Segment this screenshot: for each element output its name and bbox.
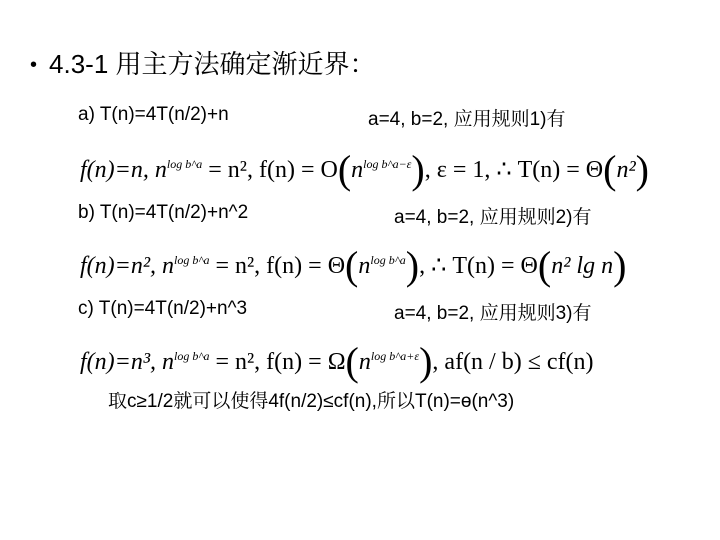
case-c-label: c) T(n)=4T(n/2)+n^3 — [78, 298, 248, 319]
case-c-params: a=4, b=2, 应用规则3)有 — [394, 303, 592, 324]
case-b-params: a=4, b=2, 应用规则2)有 — [394, 207, 592, 228]
title-text: 4.3-1 用主方法确定渐近界： — [49, 49, 376, 79]
bullet-icon: • — [30, 54, 38, 76]
slide-title — [30, 44, 376, 81]
case-b-formula: f(n)=n², $n^{log b\^{}a} = n^2$, $f(n) = \Theta(n^{log b\^{}a})$, ∴ T(n) = Θ(n² lg n) — [80, 243, 627, 288]
case-b-label: b) T(n)=4T(n/2)+n^2 — [78, 202, 249, 223]
case-c-formula: f(n)=n³, $n^{log b\^{}a} = n^2$, $f(n) = \Omega(n^{log b\^{}a+\varepsilon})$, af(n / b) ≤ cf(n) — [80, 339, 594, 384]
conclusion-note: 取c≥1/2就可以使得4f(n/2)≤cf(n),所以T(n)=ɵ(n^3) — [108, 391, 515, 412]
case-a-label: a) T(n)=4T(n/2)+n — [78, 104, 229, 125]
case-a-formula: f(n)=n, $n^{log b\^{}a} = n^2$, $f(n) = O(n^{log b\^{}a-\varepsilon})$, ε = 1, ∴ T(n) = Θ(n²) — [80, 147, 649, 192]
case-a-params: a=4, b=2, 应用规则1)有 — [368, 109, 566, 130]
